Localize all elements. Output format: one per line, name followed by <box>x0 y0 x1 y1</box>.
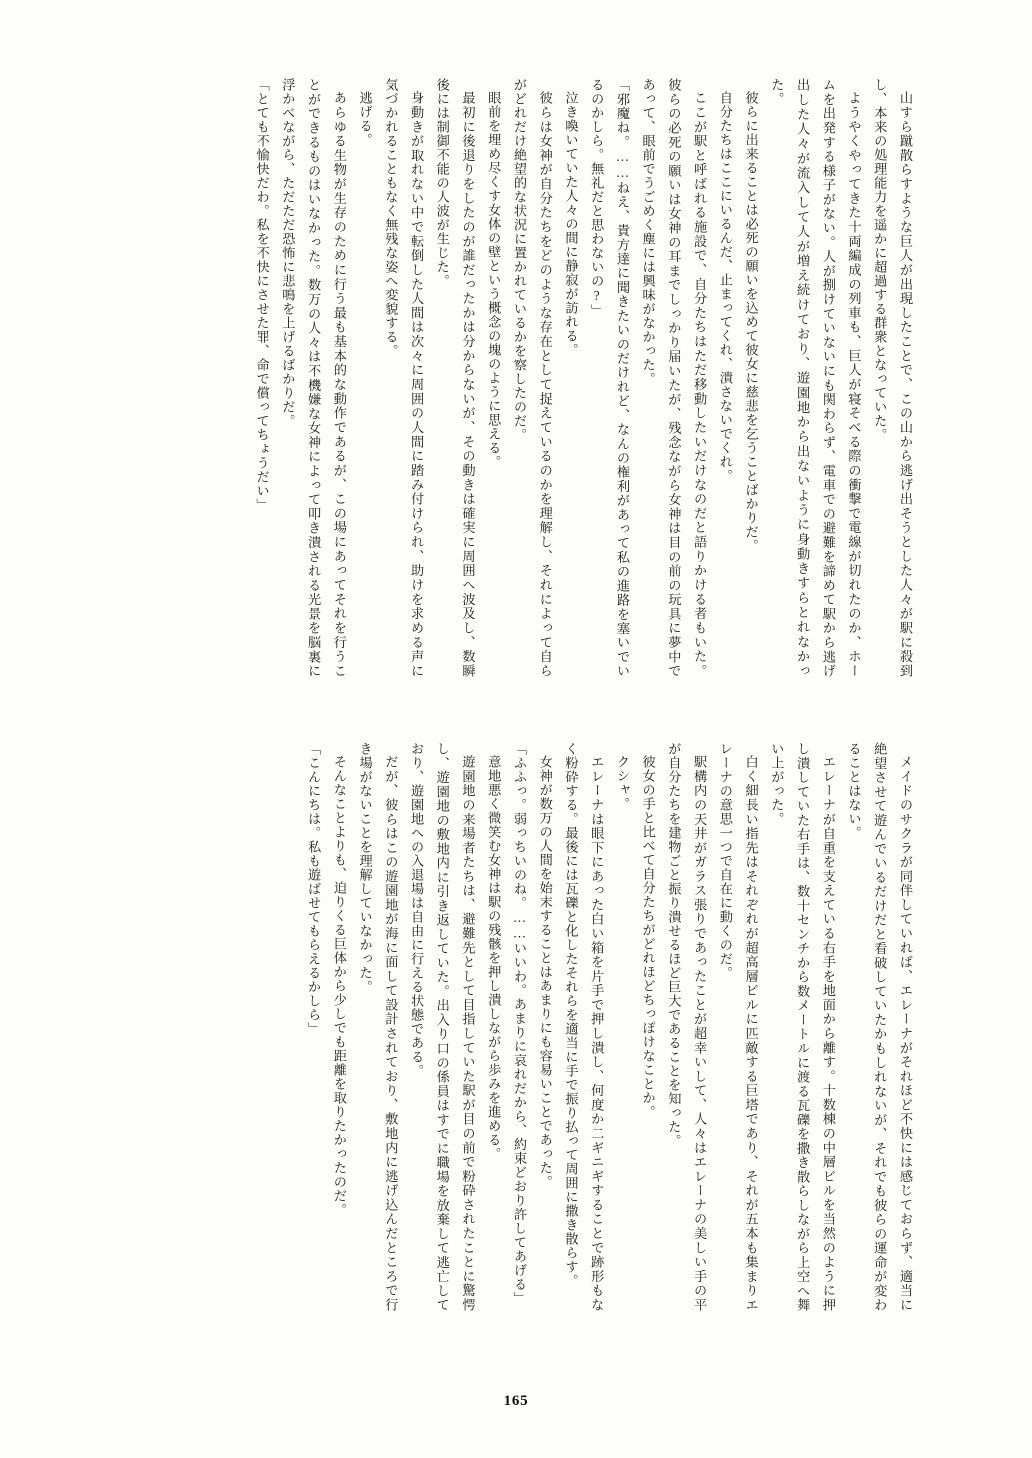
paragraph: 遊園地の来場者たちは、避難先として目指していた駅が目の前で粉砕されたことに驚愕し、遊園地の敷地内に引き返していた。出入り口の係員はすでに職場を放棄して逃亡しており、遊園地への入退場は自由に行える状態である。 <box>409 742 476 1312</box>
paragraph: 最初に後退りをしたのが誰だったかは分からないが、その動きは確実に周囲へ波及し、数瞬後には制御不能の人波が生じた。 <box>434 78 476 678</box>
paragraph: ようやくやってきた十両編成の列車も、巨人が寝そべる際の衝撃で電線が切れたのか、ホームを出発する様子がない。人が捌けていないにも関わらず、電車での避難を諦めて駅から逃げ出した人々が流入して人が増え続けており、遊園地から出ないように身動きすらとれなかった。 <box>769 78 862 678</box>
paragraph: 駅構内の天井がガラス張りであったことが超幸いして、人々はエレーナの美しい手の平が自分たちを建物ごと振り潰せるほど巨大であることを知った。 <box>666 742 708 1312</box>
text-block-upper <box>118 78 918 678</box>
paragraph: 「こんにちは。私も遊ばせてもらえるかしら」 <box>306 742 322 1036</box>
paragraph: 「とても不愉快だわ。私を不快にさせた罪、命で償ってちょうだい」 <box>254 78 270 512</box>
paragraph: 彼らは女神が自分たちをどのような存在として捉えているのかを理解し、それによって自らがどれだけ絶望的な状況に置かれているかを察したのだ。 <box>511 78 553 678</box>
paragraph: ここが駅と呼ばれる施設で、自分たちはただ移動したいだけなのだと語りかける者もいた。彼らの必死の願いは女神の耳までしっかり届いたが、残念ながら女神は目の前の玩具に夢中であって、眼前でうごめく塵には興味がなかった。 <box>640 78 708 678</box>
paragraph: だが、彼らはこの遊園地が海に面して設計されており、敷地内に逃げ込んだところで行き場がないことを理解していなかった。 <box>357 742 399 1312</box>
paragraph: クシャ。 <box>614 755 630 812</box>
paragraph: エレーナは眼下にあった白い箱を片手で押し潰し、何度か二ギニギすることで跡形もなく粉砕する。最後には瓦礫と化したそれらを適当に手で振り払って周囲に撒き散らす。 <box>563 742 605 1312</box>
paragraph: メイドのサクラが同伴していれば、エレーナがそれほど不快には感じておらず、適当に絶望させて遊んでいるだけだと看破していたかもしれないが、それでも彼らの運命が変わることはない。 <box>846 742 913 1312</box>
paragraph: エレーナが自重を支えている右手を地面から離す。十数棟の中層ビルを当然のように押し潰していた右手は、数十センチから数メートルに渡る瓦礫を撒き散らしながら上空へ舞い上がった。 <box>769 742 836 1312</box>
paragraph: 逃げる。 <box>357 91 373 148</box>
paragraph: 身動きが取れない中で転倒した人間は次々に周囲の人間に踏み付けられ、助けを求める声に気づかれることもなく無残な姿へ変貌する。 <box>383 78 425 678</box>
text-block-lower <box>118 742 918 1312</box>
paragraph: 「ふふっ。弱っちいのね。……いいわ。あまりに哀れだから、約束どおり許してあげる」 <box>511 742 527 1306</box>
paragraph: 女神が数万の人間を始末することはあまりにも容易いことであった。 <box>537 755 553 1189</box>
paragraph: 「邪魔ね。……ねえ、貴方達に聞きたいのだけれど、なんの権利があって私の進路を塞いでいるのかしら。無礼だと思わないの?」 <box>589 78 630 678</box>
paragraph: 眼前を埋め尽くす女体の壁という概念の塊のように思える。 <box>486 91 502 469</box>
page-number: 165 <box>503 1393 529 1409</box>
paragraph: 山すら蹴散らすような巨人が出現したことで、この山から逃げ出そうとした人々が駅に殺到し、本来の処理能力を遥かに超過する群衆となっていた。 <box>872 78 913 678</box>
paragraph: 泣き喚いていた人々の間に静寂が訪れる。 <box>563 91 579 358</box>
paragraph: 自分たちはここにいるんだ、止まってくれ、潰さないでくれ。 <box>717 91 733 483</box>
paragraph: そんなことよりも、迫りくる巨体から少しでも距離を取りたかったのだ。 <box>331 755 347 1217</box>
paragraph: 意地悪く微笑む女神は駅の残骸を押し潰しながら歩みを進める。 <box>486 755 502 1161</box>
paragraph: 彼女の手と比べて自分たちがどれほどちっぽけなことか。 <box>640 755 656 1119</box>
paragraph: 白く細長い指先はそれぞれが超高層ビルに匹敵する巨塔であり、それが五本も集まりエレーナの意思一つで自在に動くのだ。 <box>717 742 759 1312</box>
paragraph: 彼らに出来ることは必死の願いを込めて彼女に慈悲を乞うことばかりだ。 <box>743 91 759 553</box>
paragraph: あらゆる生物が生存のために行う最も基本的な動作であるが、この場にあってそれを行うことができるものはいなかった。数万の人々は不機嫌な女神によって叩き潰される光景を脳裏に浮かべながら、ただただ恐怖に悲鳴を上げるばかりだ。 <box>280 78 347 678</box>
